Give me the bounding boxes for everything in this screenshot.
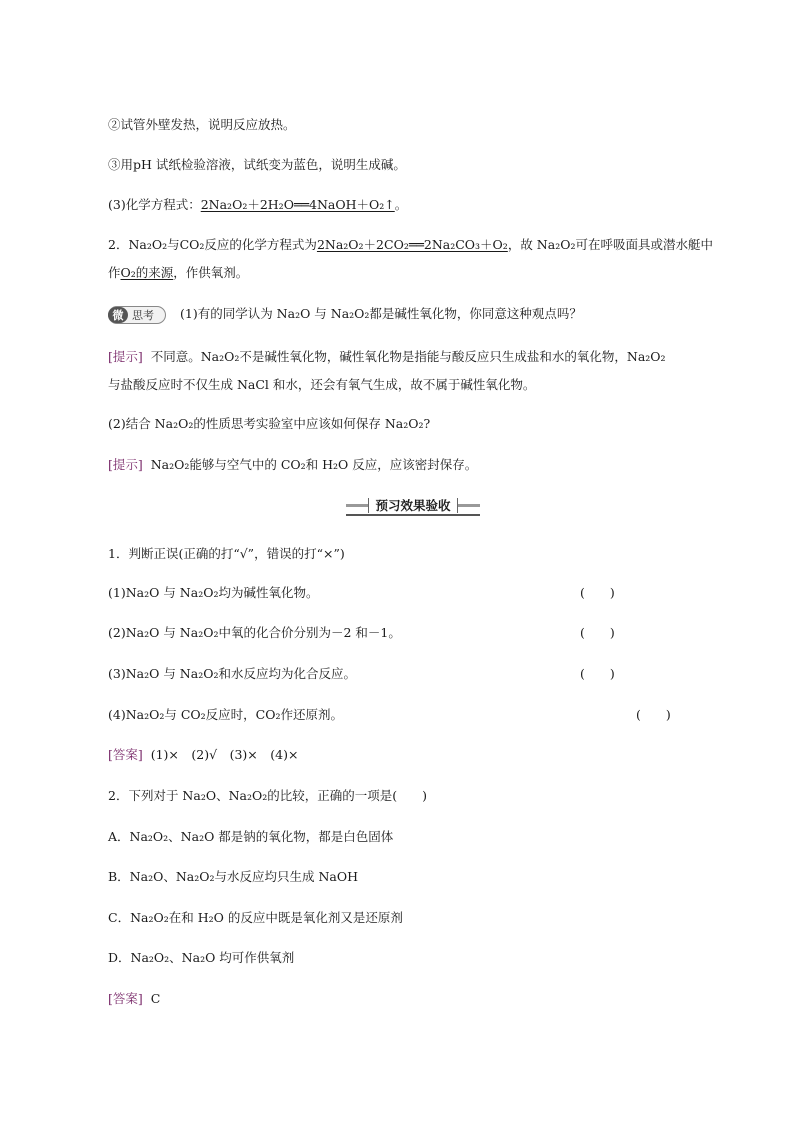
question-item: (3)Na₂O 与 Na₂O₂和水反应均为化合反应。 — [108, 666, 356, 681]
equation: 2Na₂O₂＋2CO₂══2Na₂CO₃＋O₂ — [316, 237, 508, 252]
answer-tag: [答案] — [108, 747, 143, 762]
equation-line — [108, 196, 407, 214]
micro-icon: 微 — [108, 307, 128, 323]
question-item: (2)Na₂O 与 Na₂O₂中氧的化合价分别为－2 和－1。 — [108, 625, 401, 640]
answer-tag: [答案] — [108, 991, 143, 1006]
answer-blank: ( ) — [580, 625, 615, 640]
hint-line — [108, 456, 477, 474]
hint-tag: [提示] — [108, 457, 143, 472]
section-header — [346, 498, 480, 514]
option-a: A．Na₂O₂、Na₂O 都是钠的氧化物，都是白色固体 — [108, 829, 394, 844]
text: ，作供氧剂。 — [173, 265, 249, 280]
answer-text: C — [150, 991, 161, 1006]
equation: 2Na₂O₂＋2H₂O══4NaOH＋O₂↑ — [200, 197, 395, 212]
text: 。 — [394, 197, 408, 212]
text: (3)化学方程式： — [108, 197, 201, 212]
answer-line — [108, 990, 160, 1008]
think-question: (2)结合 Na₂O₂的性质思考实验室中应该如何保存 Na₂O₂? — [108, 416, 431, 431]
question: 1．判断正误(正确的打“√”，错误的打“×”) — [108, 546, 345, 561]
hint-line — [108, 348, 666, 366]
text-line: 与盐酸反应时不仅生成 NaCl 和水，还会有氧气生成，故不属于碱性氧化物。 — [108, 377, 536, 392]
text-line: ③用pH 试纸检验溶液，试纸变为蓝色，说明生成碱。 — [108, 157, 406, 172]
underlined-text: O₂的来源 — [120, 265, 174, 280]
section-underline — [346, 514, 480, 516]
question-item: (1)Na₂O 与 Na₂O₂均为碱性氧化物。 — [108, 585, 319, 600]
text-line: ②试管外壁发热，说明反应放热。 — [108, 117, 296, 132]
text-line — [108, 264, 248, 282]
hint-text: Na₂O₂能够与空气中的 CO₂和 H₂O 反应，应该密封保存。 — [150, 457, 478, 472]
think-badge — [108, 306, 166, 324]
text-line — [108, 236, 713, 254]
answer-text: (1)× (2)√ (3)× (4)× — [150, 747, 299, 762]
option-c: C．Na₂O₂在和 H₂O 的反应中既是氧化剂又是还原剂 — [108, 910, 403, 925]
think-question: (1)有的同学认为 Na₂O 与 Na₂O₂都是碱性氧化物，你同意这种观点吗？ — [180, 306, 582, 321]
question-item: (4)Na₂O₂与 CO₂反应时，CO₂作还原剂。 — [108, 707, 343, 722]
section-title: 预习效果验收 — [368, 498, 457, 513]
answer-blank: ( ) — [580, 585, 615, 600]
text: ，故 Na₂O₂可在呼吸面具或潜水艇中 — [507, 237, 713, 252]
option-d: D．Na₂O₂、Na₂O 均可作供氧剂 — [108, 950, 295, 965]
badge-label: 思考 — [132, 309, 154, 322]
question: 2．下列对于 Na₂O、Na₂O₂的比较，正确的一项是( ) — [108, 788, 427, 803]
answer-blank: ( ) — [580, 666, 615, 681]
answer-blank: ( ) — [636, 707, 671, 722]
answer-line — [108, 746, 298, 764]
text: 作 — [108, 265, 121, 280]
hint-text: 不同意。Na₂O₂不是碱性氧化物，碱性氧化物是指能与酸反应只生成盐和水的氧化物，Na₂O₂ — [150, 349, 666, 364]
option-b: B．Na₂O、Na₂O₂与水反应均只生成 NaOH — [108, 869, 359, 884]
text: 2．Na₂O₂与CO₂反应的化学方程式为 — [108, 237, 317, 252]
hint-tag: [提示] — [108, 349, 143, 364]
